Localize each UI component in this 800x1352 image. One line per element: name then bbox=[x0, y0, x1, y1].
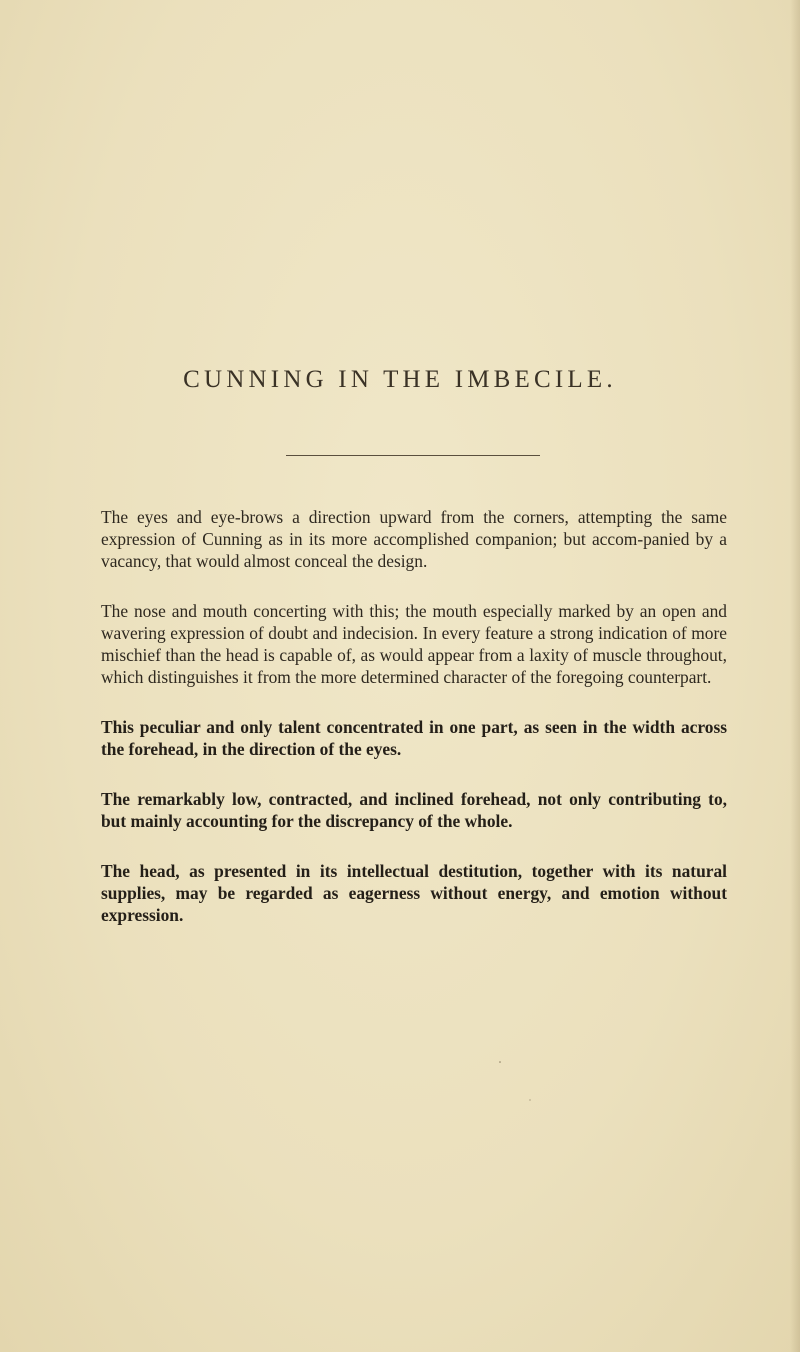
paragraph-nose-mouth: The nose and mouth concerting with this; the mouth especially marked by an open and wavering expression of doubt and indecision. In every feature a strong indication of more mischief than the head is capable of, as would appear from a laxity of muscle throughout, which distinguishes it from the more determined character of the foregoing counterpart. bbox=[101, 601, 727, 687]
page-edge-shadow bbox=[790, 0, 800, 1352]
page-title: CUNNING IN THE IMBECILE. bbox=[183, 366, 617, 393]
paragraph-talent: This peculiar and only talent concentrated in one part, as seen in the width across the forehead, in the direction of the eyes. bbox=[101, 717, 727, 759]
paragraph-eyes: The eyes and eye-brows a direction upward from the corners, attempting the same expression of Cunning as in its more accomplished companion; but accom-panied by a vacancy, that would almost conceal the design. bbox=[101, 507, 727, 571]
paper-specks bbox=[490, 1050, 570, 1120]
paragraph-forehead: The remarkably low, contracted, and inclined forehead, not only contributing to, but mainly accounting for the discrepancy of the whole. bbox=[101, 789, 727, 831]
speck bbox=[499, 1061, 501, 1063]
title-rule bbox=[286, 455, 540, 456]
paragraph-head: The head, as presented in its intellectual destitution, together with its natural supplies, may be regarded as eagerness without energy, and emotion without expression. bbox=[101, 861, 727, 925]
speck bbox=[529, 1099, 530, 1100]
body-text bbox=[101, 506, 727, 954]
